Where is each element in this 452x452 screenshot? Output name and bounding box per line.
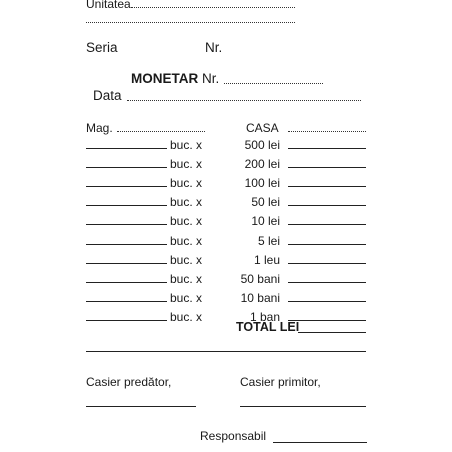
denomination-label: 1 leu: [253, 252, 280, 267]
unitatea-label: Unitatea: [86, 0, 131, 11]
quantity-field[interactable]: [86, 148, 167, 149]
quantity-field[interactable]: [86, 167, 167, 168]
unit-label: buc. x: [170, 290, 203, 305]
unit-label: buc. x: [170, 157, 203, 172]
amount-field[interactable]: [288, 301, 366, 302]
data-label: Data: [93, 88, 122, 103]
quantity-field[interactable]: [86, 282, 167, 283]
unit-label: buc. x: [170, 195, 203, 210]
casier-predator-signature[interactable]: [86, 406, 196, 407]
amount-field[interactable]: [288, 205, 366, 206]
casier-primitor-label: Casier primitor,: [240, 375, 321, 389]
seria-label: Seria: [86, 40, 118, 55]
quantity-field[interactable]: [86, 301, 167, 302]
amount-field[interactable]: [288, 186, 366, 187]
responsabil-signature[interactable]: [273, 442, 367, 443]
unit-label: buc. x: [170, 176, 203, 191]
denomination-label: 1 ban: [249, 309, 280, 324]
quantity-field[interactable]: [86, 186, 167, 187]
monetar-word: MONETAR: [131, 71, 199, 86]
unitatea-field[interactable]: [131, 7, 295, 8]
amount-field[interactable]: [288, 244, 366, 245]
amount-field[interactable]: [288, 167, 366, 168]
responsabil-label: Responsabil: [200, 429, 267, 443]
monetar-title: [131, 72, 219, 86]
denomination-label: 50 lei: [251, 195, 280, 210]
quantity-field[interactable]: [86, 263, 167, 264]
quantity-field[interactable]: [86, 224, 167, 225]
mag-label: Mag.: [86, 121, 113, 135]
unit-label: buc. x: [170, 271, 203, 286]
denomination-label: 50 bani: [240, 271, 280, 286]
amount-field[interactable]: [288, 263, 366, 264]
amount-field[interactable]: [288, 282, 366, 283]
denomination-label: 10 lei: [251, 214, 280, 229]
amount-field[interactable]: [288, 224, 366, 225]
separator-line: [86, 351, 366, 352]
casa-field[interactable]: [288, 131, 366, 132]
quantity-field[interactable]: [86, 244, 167, 245]
unit-label: buc. x: [170, 214, 203, 229]
quantity-field[interactable]: [86, 320, 167, 321]
mag-field[interactable]: [117, 131, 205, 132]
unit-label: buc. x: [170, 138, 203, 152]
unit-label: buc. x: [170, 233, 203, 248]
total-lei-label: TOTAL LEI: [236, 320, 300, 334]
denomination-label: 5 lei: [257, 233, 280, 248]
total-lei-field[interactable]: [298, 332, 366, 333]
amount-field[interactable]: [288, 320, 366, 321]
casier-primitor-signature[interactable]: [240, 406, 366, 407]
quantity-field[interactable]: [86, 205, 167, 206]
unit-label: buc. x: [170, 309, 203, 324]
data-field[interactable]: [127, 100, 361, 101]
amount-field[interactable]: [288, 148, 366, 149]
unitatea-field-line2[interactable]: [86, 22, 295, 23]
denomination-label: 10 bani: [240, 290, 280, 305]
denomination-label: 200 lei: [244, 157, 280, 172]
denomination-label: 500 lei: [244, 138, 280, 152]
monetar-nr-label: Nr.: [202, 71, 220, 86]
casa-label: CASA: [246, 121, 279, 135]
nr-label: Nr.: [205, 40, 223, 55]
unit-label: buc. x: [170, 252, 203, 267]
denomination-label: 100 lei: [244, 176, 280, 191]
casier-predator-label: Casier predător,: [86, 375, 172, 389]
monetar-number-field[interactable]: [224, 83, 323, 84]
